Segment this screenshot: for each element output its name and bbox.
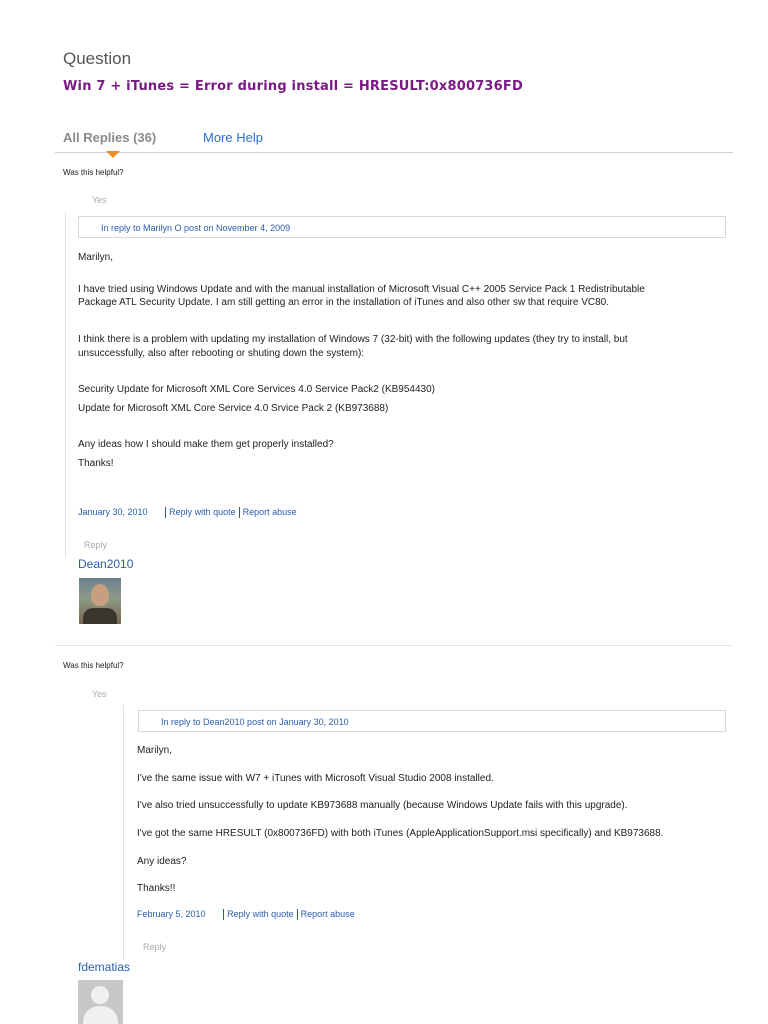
footer-separator: [297, 909, 298, 920]
report-abuse-link[interactable]: Report abuse: [242, 507, 297, 517]
in-reply-to-link[interactable]: In reply to Dean2010 post on January 30, 2010: [138, 710, 726, 732]
post-paragraph-line: Any ideas how I should make them get properly installed?: [78, 439, 334, 450]
post-footer: [78, 507, 297, 518]
reply-with-quote-link[interactable]: Reply with quote: [227, 909, 294, 919]
post-paragraph-line: Package ATL Security Update. I am still getting an error in the installation of iTunes and also other sw that require VC80.: [78, 297, 610, 308]
tab-all-replies[interactable]: All Replies (36): [63, 130, 157, 145]
tab-divider: [55, 152, 733, 153]
avatar-face: [91, 584, 109, 606]
question-label: Question: [63, 49, 132, 68]
report-abuse-link[interactable]: Report abuse: [300, 909, 355, 919]
footer-separator: [165, 507, 166, 518]
post-paragraph-line: I think there is a problem with updating my installation of Windows 7 (32-bit) with the following updates (they try to install, but: [78, 334, 628, 345]
in-reply-to-link[interactable]: In reply to Marilyn O post on November 4, 2009: [78, 216, 726, 238]
post-paragraph-line: Thanks!!: [137, 883, 176, 894]
default-user-icon[interactable]: [78, 980, 123, 1024]
post-paragraph-line: I've also tried unsuccessfully to update KB973688 manually (because Windows Update fails with this upgrade).: [137, 800, 628, 811]
user-photo-icon[interactable]: [79, 578, 121, 624]
author-name-link[interactable]: Dean2010: [78, 557, 134, 571]
author-name-link[interactable]: fdematias: [78, 960, 131, 974]
reply-button[interactable]: Reply: [84, 540, 108, 550]
post-divider: [55, 645, 733, 646]
post-paragraph-line: Security Update for Microsoft XML Core Services 4.0 Service Pack2 (KB954430): [78, 384, 436, 395]
post-date: February 5, 2010: [137, 909, 206, 919]
footer-separator: [223, 909, 224, 920]
post-paragraph-line: Thanks!: [78, 458, 114, 469]
helpful-prompt: Was this helpful?: [63, 168, 124, 177]
helpful-yes-button[interactable]: Yes: [92, 195, 107, 205]
post-paragraph-line: I've the same issue with W7 + iTunes with Microsoft Visual Studio 2008 installed.: [137, 773, 494, 784]
avatar-shirt: [83, 608, 117, 624]
active-tab-indicator: [106, 151, 120, 158]
post-footer: [137, 909, 355, 920]
reply-with-quote-link[interactable]: Reply with quote: [169, 507, 236, 517]
post-paragraph-line: Update for Microsoft XML Core Service 4.0 Srvice Pack 2 (KB973688): [78, 403, 389, 414]
post-date: January 30, 2010: [78, 507, 148, 517]
helpful-yes-button[interactable]: Yes: [92, 689, 107, 699]
reply-thread-line: [123, 705, 124, 960]
post-greeting: Marilyn,: [137, 745, 173, 756]
post-greeting: Marilyn,: [78, 252, 114, 263]
post-paragraph-line: unsuccessfully, also after rebooting or shuting down the system):: [78, 348, 365, 359]
question-title: Win 7 + iTunes = Error during install = HRESULT:0x800736FD: [63, 79, 523, 94]
post-paragraph-line: Any ideas?: [137, 856, 187, 867]
reply-button[interactable]: Reply: [143, 942, 167, 952]
avatar-head: [91, 986, 109, 1004]
reply-thread-line: [65, 212, 66, 557]
helpful-prompt: Was this helpful?: [63, 661, 124, 670]
avatar-body: [83, 1006, 118, 1024]
post-paragraph-line: I've got the same HRESULT (0x800736FD) with both iTunes (AppleApplicationSupport.msi specifically) and KB973688.: [137, 828, 664, 839]
post-paragraph-line: I have tried using Windows Update and with the manual installation of Microsoft Visual C++ 2005 Service Pack 1 Redistributable: [78, 284, 645, 295]
footer-separator: [239, 507, 240, 518]
tab-more-help[interactable]: More Help: [203, 130, 263, 145]
